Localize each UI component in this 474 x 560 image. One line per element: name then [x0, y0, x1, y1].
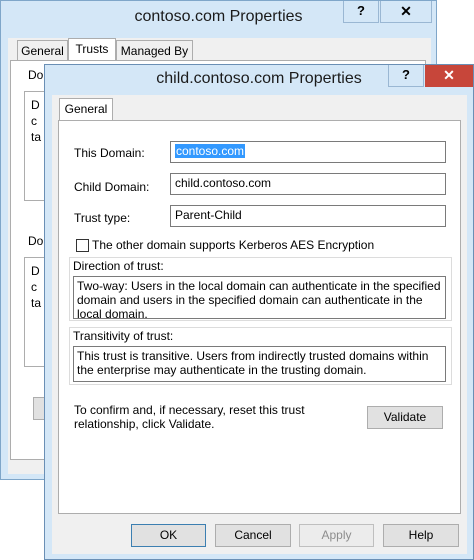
background-list-1-col: D [31, 98, 40, 112]
tab-trusts[interactable]: Trusts [68, 38, 116, 62]
close-icon: ✕ [400, 3, 412, 19]
kerberos-aes-checkbox[interactable] [76, 239, 89, 252]
validate-description: To confirm and, if necessary, reset this trust relationship, click Validate. [74, 403, 305, 431]
background-list-2-col: D [31, 264, 40, 278]
close-button[interactable] [425, 65, 473, 87]
background-close-button[interactable] [380, 1, 432, 23]
background-group-label-2: Do [28, 234, 44, 248]
general-tab-panel [58, 120, 461, 514]
ok-button[interactable]: OK [131, 524, 206, 547]
cancel-button[interactable]: Cancel [215, 524, 291, 547]
background-list-1-row: c [31, 114, 37, 128]
child-domain-field[interactable]: child.contoso.com [170, 173, 446, 195]
validate-button[interactable]: Validate [367, 406, 443, 429]
child-properties-dialog [44, 64, 474, 560]
dialog-title: child.contoso.com Properties [156, 70, 362, 87]
transitivity-of-trust-text: This trust is transitive. Users from indirectly trusted domains within the enterprise may authenticate in the trusting domain. [73, 346, 446, 382]
background-list-1-row: ta [31, 130, 42, 144]
this-domain-label: This Domain: [74, 146, 145, 160]
tab-managed-by[interactable]: Managed By [116, 40, 193, 62]
kerberos-aes-label[interactable]: The other domain supports Kerberos AES Encryption [92, 238, 375, 252]
help-icon: ? [402, 67, 410, 82]
trust-type-label: Trust type: [74, 211, 131, 225]
this-domain-field[interactable] [170, 141, 446, 163]
this-domain-value: contoso.com [176, 144, 245, 158]
dialog-content [52, 95, 467, 554]
trust-type-field[interactable]: Parent-Child [170, 205, 446, 227]
transitivity-of-trust-label: Transitivity of trust: [73, 329, 174, 343]
help-button[interactable]: Help [383, 524, 459, 547]
help-title-button[interactable] [388, 65, 424, 87]
child-domain-label: Child Domain: [74, 180, 150, 194]
transitivity-of-trust-group [69, 327, 452, 385]
background-help-button[interactable] [343, 1, 379, 23]
background-list-2-row: ta [31, 296, 42, 310]
background-dialog-title: contoso.com Properties [134, 8, 303, 25]
tab-general[interactable]: General [17, 40, 68, 62]
background-group-label-1: Do [28, 68, 44, 82]
direction-of-trust-text: Two-way: Users in the local domain can authenticate in the specified domain and users in the specified domain can authenticate in the local domain. [73, 276, 446, 319]
direction-of-trust-group [69, 257, 452, 321]
tab-general[interactable]: General [59, 98, 113, 121]
close-icon: ✕ [443, 67, 455, 83]
apply-button[interactable]: Apply [299, 524, 374, 547]
direction-of-trust-label: Direction of trust: [73, 259, 164, 273]
background-list-2-row: c [31, 280, 37, 294]
help-icon: ? [357, 3, 365, 18]
